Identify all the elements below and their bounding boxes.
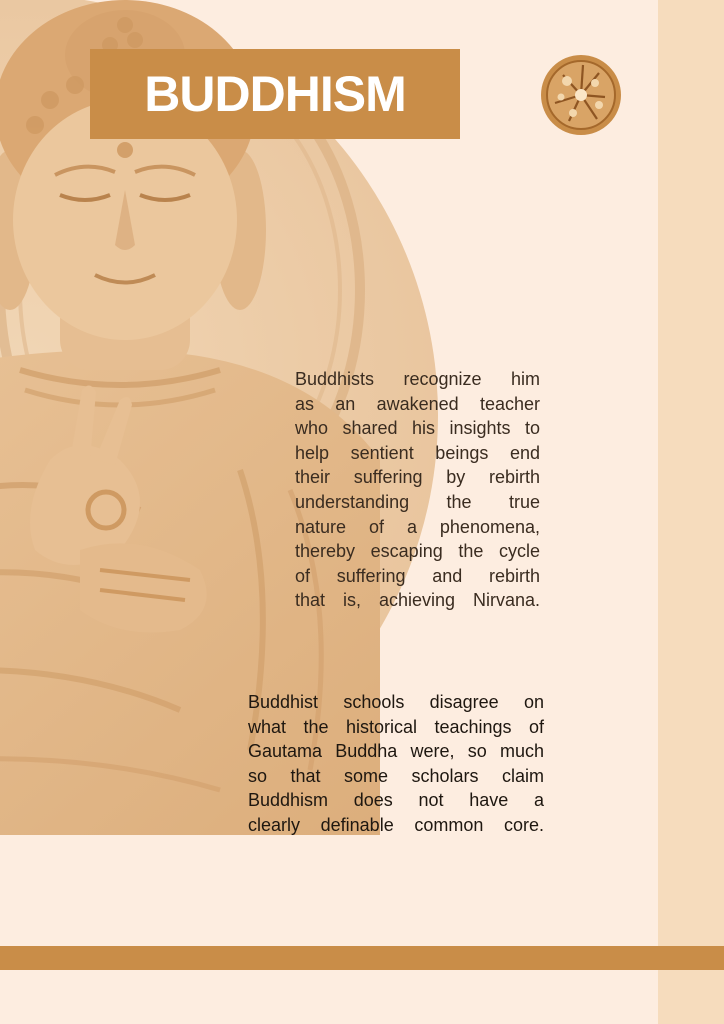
text-line: as an awakened teacher — [295, 393, 540, 414]
text-line: Buddhism does not have a — [248, 790, 544, 811]
text-line: help sentient beings end — [295, 442, 540, 463]
text-line: nature of a phenomena, — [295, 516, 540, 537]
text-line: Gautama Buddha were, so much — [248, 741, 544, 762]
title-banner — [90, 49, 460, 139]
text-line: who shared his insights to — [295, 418, 540, 439]
text-line: understanding the true — [295, 491, 540, 512]
text-line: clearly definable common core. — [248, 814, 544, 835]
text-line: so that some scholars claim — [248, 765, 544, 786]
ornament-emblem-icon — [539, 53, 623, 137]
text-line: their suffering by rebirth — [295, 467, 540, 488]
text-line: thereby escaping the cycle — [295, 541, 540, 562]
text-line: of suffering and rebirth — [295, 565, 540, 586]
bottom-accent-bar — [0, 946, 724, 970]
text-line: what the historical teachings of — [248, 716, 544, 737]
text-line: Buddhists recognize him — [295, 369, 540, 389]
paragraph-schools-disagree — [248, 690, 544, 838]
text-line: that is, achieving Nirvana. — [295, 590, 540, 611]
page-title: BUDDHISM — [144, 66, 406, 122]
paragraph-awakened-teacher — [295, 367, 540, 613]
right-margin-strip — [658, 0, 724, 1024]
text-line: Buddhist schools disagree on — [248, 692, 544, 712]
